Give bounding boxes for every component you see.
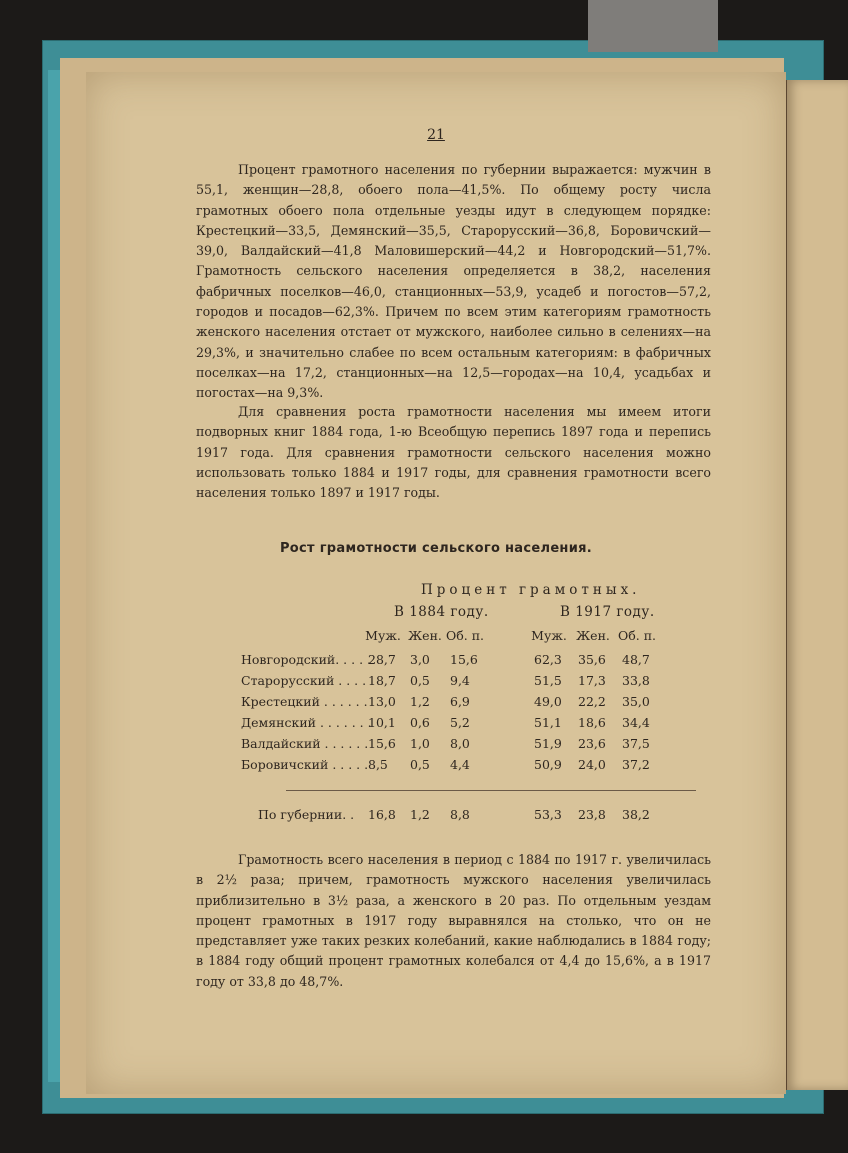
table-total-cell: 16,8: [368, 807, 396, 822]
table-cell: 8,0: [450, 736, 470, 751]
column-header: Муж.: [365, 628, 401, 643]
table-cell: 17,3: [578, 673, 606, 688]
table-total-cell: 8,8: [450, 807, 470, 822]
column-header: Муж.: [531, 628, 567, 643]
table-cell: 48,7: [622, 652, 650, 667]
table-cell: 18,6: [578, 715, 606, 730]
table-cell: 35,0: [622, 694, 650, 709]
table-cell: 5,2: [450, 715, 470, 730]
background-object: [588, 0, 718, 52]
year-1917-header: В 1917 году.: [560, 604, 655, 620]
table-cell: 24,0: [578, 757, 606, 772]
column-header: Жен.: [576, 628, 610, 643]
column-header: Об. п.: [617, 628, 657, 643]
table-row-label: Валдайский . . . . . .: [241, 736, 369, 751]
table-cell: 22,2: [578, 694, 606, 709]
table-cell: 8,5: [368, 757, 388, 772]
table-cell: 1,2: [410, 694, 430, 709]
table-row-label: Новгородский. . . . .: [241, 652, 371, 667]
table-row-label: Старорусский . . . .: [241, 673, 367, 688]
table-cell: 51,5: [534, 673, 562, 688]
table-title: Рост грамотности сельского населения.: [279, 541, 593, 556]
table-cell: 18,7: [368, 673, 396, 688]
table-cell: 34,4: [622, 715, 650, 730]
page-number: 21: [427, 127, 445, 143]
column-header: Об. п.: [445, 628, 485, 643]
table-row-label: Боровичский . . . . .: [241, 757, 369, 772]
book-page: [86, 72, 786, 1094]
table-cell: 37,5: [622, 736, 650, 751]
table-total-cell: 23,8: [578, 807, 606, 822]
table-cell: 50,9: [534, 757, 562, 772]
table-header: Процент грамотных.: [421, 582, 641, 598]
table-cell: 28,7: [368, 652, 396, 667]
table-total-cell: 1,2: [410, 807, 430, 822]
paragraph-literacy-by-province: Процент грамотного населения по губернии выражается: мужчин в 55,1, женщин—28,8, обоего пола—41,5%. По общему росту числа грамотных обоего пола отдельные уезды идут в следующем порядке: Крестецкий—33,5, Демянский—35,5, Старорусский—36,8, Боровичский—39,0, Валдайский—41,8 Маловишерский—44,2 и Новгородский—51,7%. Грамотность сельского населения определяется в 38,2, населения фабричных поселков—46,0, станционных—53,9, усадеб и погостов—57,2, городов и посадов—62,3%. Причем по всем этим категориям грамотность женского населения отстает от мужского, наиболее сильно в селениях—на 29,3%, и значительно слабее по всем остальным категориям: в фабричных поселках—на 17,2, станционных—на 12,5—городах—на 10,4, усадьбах и погостах—на 9,3%.: [196, 162, 711, 401]
table-cell: 37,2: [622, 757, 650, 772]
table-total-label: По губернии. .: [258, 807, 355, 822]
year-1884-header: В 1884 году.: [394, 604, 489, 620]
table-cell: 4,4: [450, 757, 470, 772]
table-cell: 0,6: [410, 715, 430, 730]
table-total-cell: 38,2: [622, 807, 650, 822]
table-cell: 15,6: [450, 652, 478, 667]
table-cell: 51,1: [534, 715, 562, 730]
table-cell: 62,3: [534, 652, 562, 667]
table-total-cell: 53,3: [534, 807, 562, 822]
paragraph-literacy-growth: Грамотность всего населения в период с 1884 по 1917 г. увеличилась в 2½ раза; причем, грамотность мужского населения увеличилась приблизительно в 3½ раза, а женского в 20 раз. По отдельным уездам процент грамотных в 1917 году выравнялся на столько, что он не представляет уже таких резких колебаний, какие наблюдались в 1884 году; в 1884 году общий процент грамотных колебался от 4,4 до 15,6%, а в 1917 году от 33,8 до 48,7%.: [196, 852, 711, 989]
table-cell: 3,0: [410, 652, 430, 667]
table-cell: 6,9: [450, 694, 470, 709]
table-cell: 23,6: [578, 736, 606, 751]
table-row-label: Крестецкий . . . . . .: [241, 694, 368, 709]
table-cell: 49,0: [534, 694, 562, 709]
table-cell: 1,0: [410, 736, 430, 751]
table-cell: 13,0: [368, 694, 396, 709]
table-divider: [286, 790, 696, 791]
table-cell: 33,8: [622, 673, 650, 688]
table-cell: 35,6: [578, 652, 606, 667]
table-cell: 0,5: [410, 757, 430, 772]
table-cell: 10,1: [368, 715, 396, 730]
table-cell: 15,6: [368, 736, 396, 751]
paragraph-comparison-sources: Для сравнения роста грамотности населения мы имеем итоги подворных книг 1884 года, 1-ю Всеобщую перепись 1897 года и перепись 1917 года. Для сравнения грамотности сельского населения можно использовать только 1884 и 1917 годы, для сравнения грамотности всего населения только 1897 и 1917 годы.: [196, 404, 711, 501]
facing-page-edge: [786, 80, 848, 1090]
table-cell: 9,4: [450, 673, 470, 688]
table-cell: 51,9: [534, 736, 562, 751]
column-header: Жен.: [408, 628, 442, 643]
table-cell: 0,5: [410, 673, 430, 688]
table-row-label: Демянский . . . . . . .: [241, 715, 372, 730]
